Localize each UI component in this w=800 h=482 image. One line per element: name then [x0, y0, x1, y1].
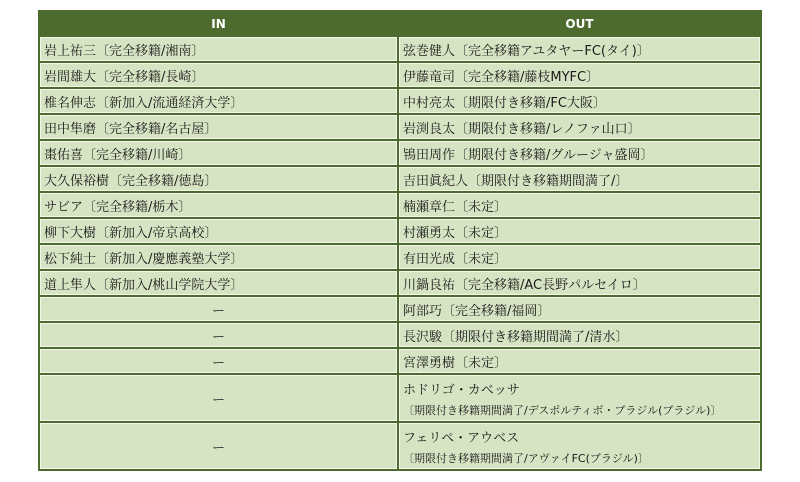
- table-row: [40, 115, 760, 139]
- table-row: [40, 349, 760, 373]
- out-cell: 楠瀬章仁〔未定〕: [399, 193, 760, 217]
- table-row: [40, 323, 760, 347]
- in-cell: 道上隼人〔新加入/桃山学院大学〕: [40, 271, 397, 295]
- out-cell: 川鍋良祐〔完全移籍/AC長野パルセイロ〕: [399, 271, 760, 295]
- out-cell: 長沢駿〔期限付き移籍期間満了/清水〕: [399, 323, 760, 347]
- table-row: [40, 245, 760, 269]
- table-row: [40, 167, 760, 191]
- out-player-name: ホドリゴ・カベッサ: [403, 382, 520, 398]
- table-row: [40, 423, 760, 469]
- in-cell: 岩上祐三〔完全移籍/湘南〕: [40, 37, 397, 61]
- out-cell: [399, 375, 760, 421]
- in-cell-empty: ー: [40, 323, 397, 347]
- table-row: [40, 375, 760, 421]
- table-row: [40, 219, 760, 243]
- table-row: [40, 37, 760, 61]
- in-cell: 棗佑喜〔完全移籍/川崎〕: [40, 141, 397, 165]
- in-cell: 松下純士〔新加入/慶應義塾大学〕: [40, 245, 397, 269]
- out-cell: 有田光成〔未定〕: [399, 245, 760, 269]
- header-in: IN: [40, 12, 397, 35]
- table-header: [40, 12, 760, 35]
- in-cell: 椎名伸志〔新加入/流通経済大学〕: [40, 89, 397, 113]
- header-out: OUT: [399, 12, 760, 35]
- table-row: [40, 89, 760, 113]
- out-player-detail: 〔期限付き移籍期間満了/デスポルティボ・ブラジル(ブラジル)〕: [403, 403, 722, 417]
- table-row: [40, 193, 760, 217]
- out-cell: 岩渕良太〔期限付き移籍/レノファ山口〕: [399, 115, 760, 139]
- in-cell-empty: ー: [40, 297, 397, 321]
- out-cell: 村瀬勇太〔未定〕: [399, 219, 760, 243]
- out-cell: 鴇田周作〔期限付き移籍/グルージャ盛岡〕: [399, 141, 760, 165]
- out-cell: 吉田眞紀人〔期限付き移籍期間満了/〕: [399, 167, 760, 191]
- out-cell: 中村亮太〔期限付き移籍/FC大阪〕: [399, 89, 760, 113]
- in-cell: 岩間雄大〔完全移籍/長崎〕: [40, 63, 397, 87]
- transfer-table: [38, 10, 762, 471]
- in-cell-empty: ー: [40, 375, 397, 421]
- out-cell: 阿部巧〔完全移籍/福岡〕: [399, 297, 760, 321]
- in-cell: 柳下大樹〔新加入/帝京高校〕: [40, 219, 397, 243]
- in-cell: サビア〔完全移籍/栃木〕: [40, 193, 397, 217]
- table-row: [40, 297, 760, 321]
- out-cell: [399, 423, 760, 469]
- in-cell: 田中隼磨〔完全移籍/名古屋〕: [40, 115, 397, 139]
- table-row: [40, 141, 760, 165]
- out-cell: 弦巻健人〔完全移籍アユタヤーFC(タイ)〕: [399, 37, 760, 61]
- out-player-detail: 〔期限付き移籍期間満了/アヴァイFC(ブラジル)〕: [403, 451, 649, 465]
- out-cell: 伊藤竜司〔完全移籍/藤枝MYFC〕: [399, 63, 760, 87]
- table-row: [40, 271, 760, 295]
- in-cell-empty: ー: [40, 423, 397, 469]
- out-cell: 宮澤勇樹〔未定〕: [399, 349, 760, 373]
- out-player-name: フェリペ・アウベス: [403, 430, 520, 446]
- in-cell-empty: ー: [40, 349, 397, 373]
- table-row: [40, 63, 760, 87]
- in-cell: 大久保裕樹〔完全移籍/徳島〕: [40, 167, 397, 191]
